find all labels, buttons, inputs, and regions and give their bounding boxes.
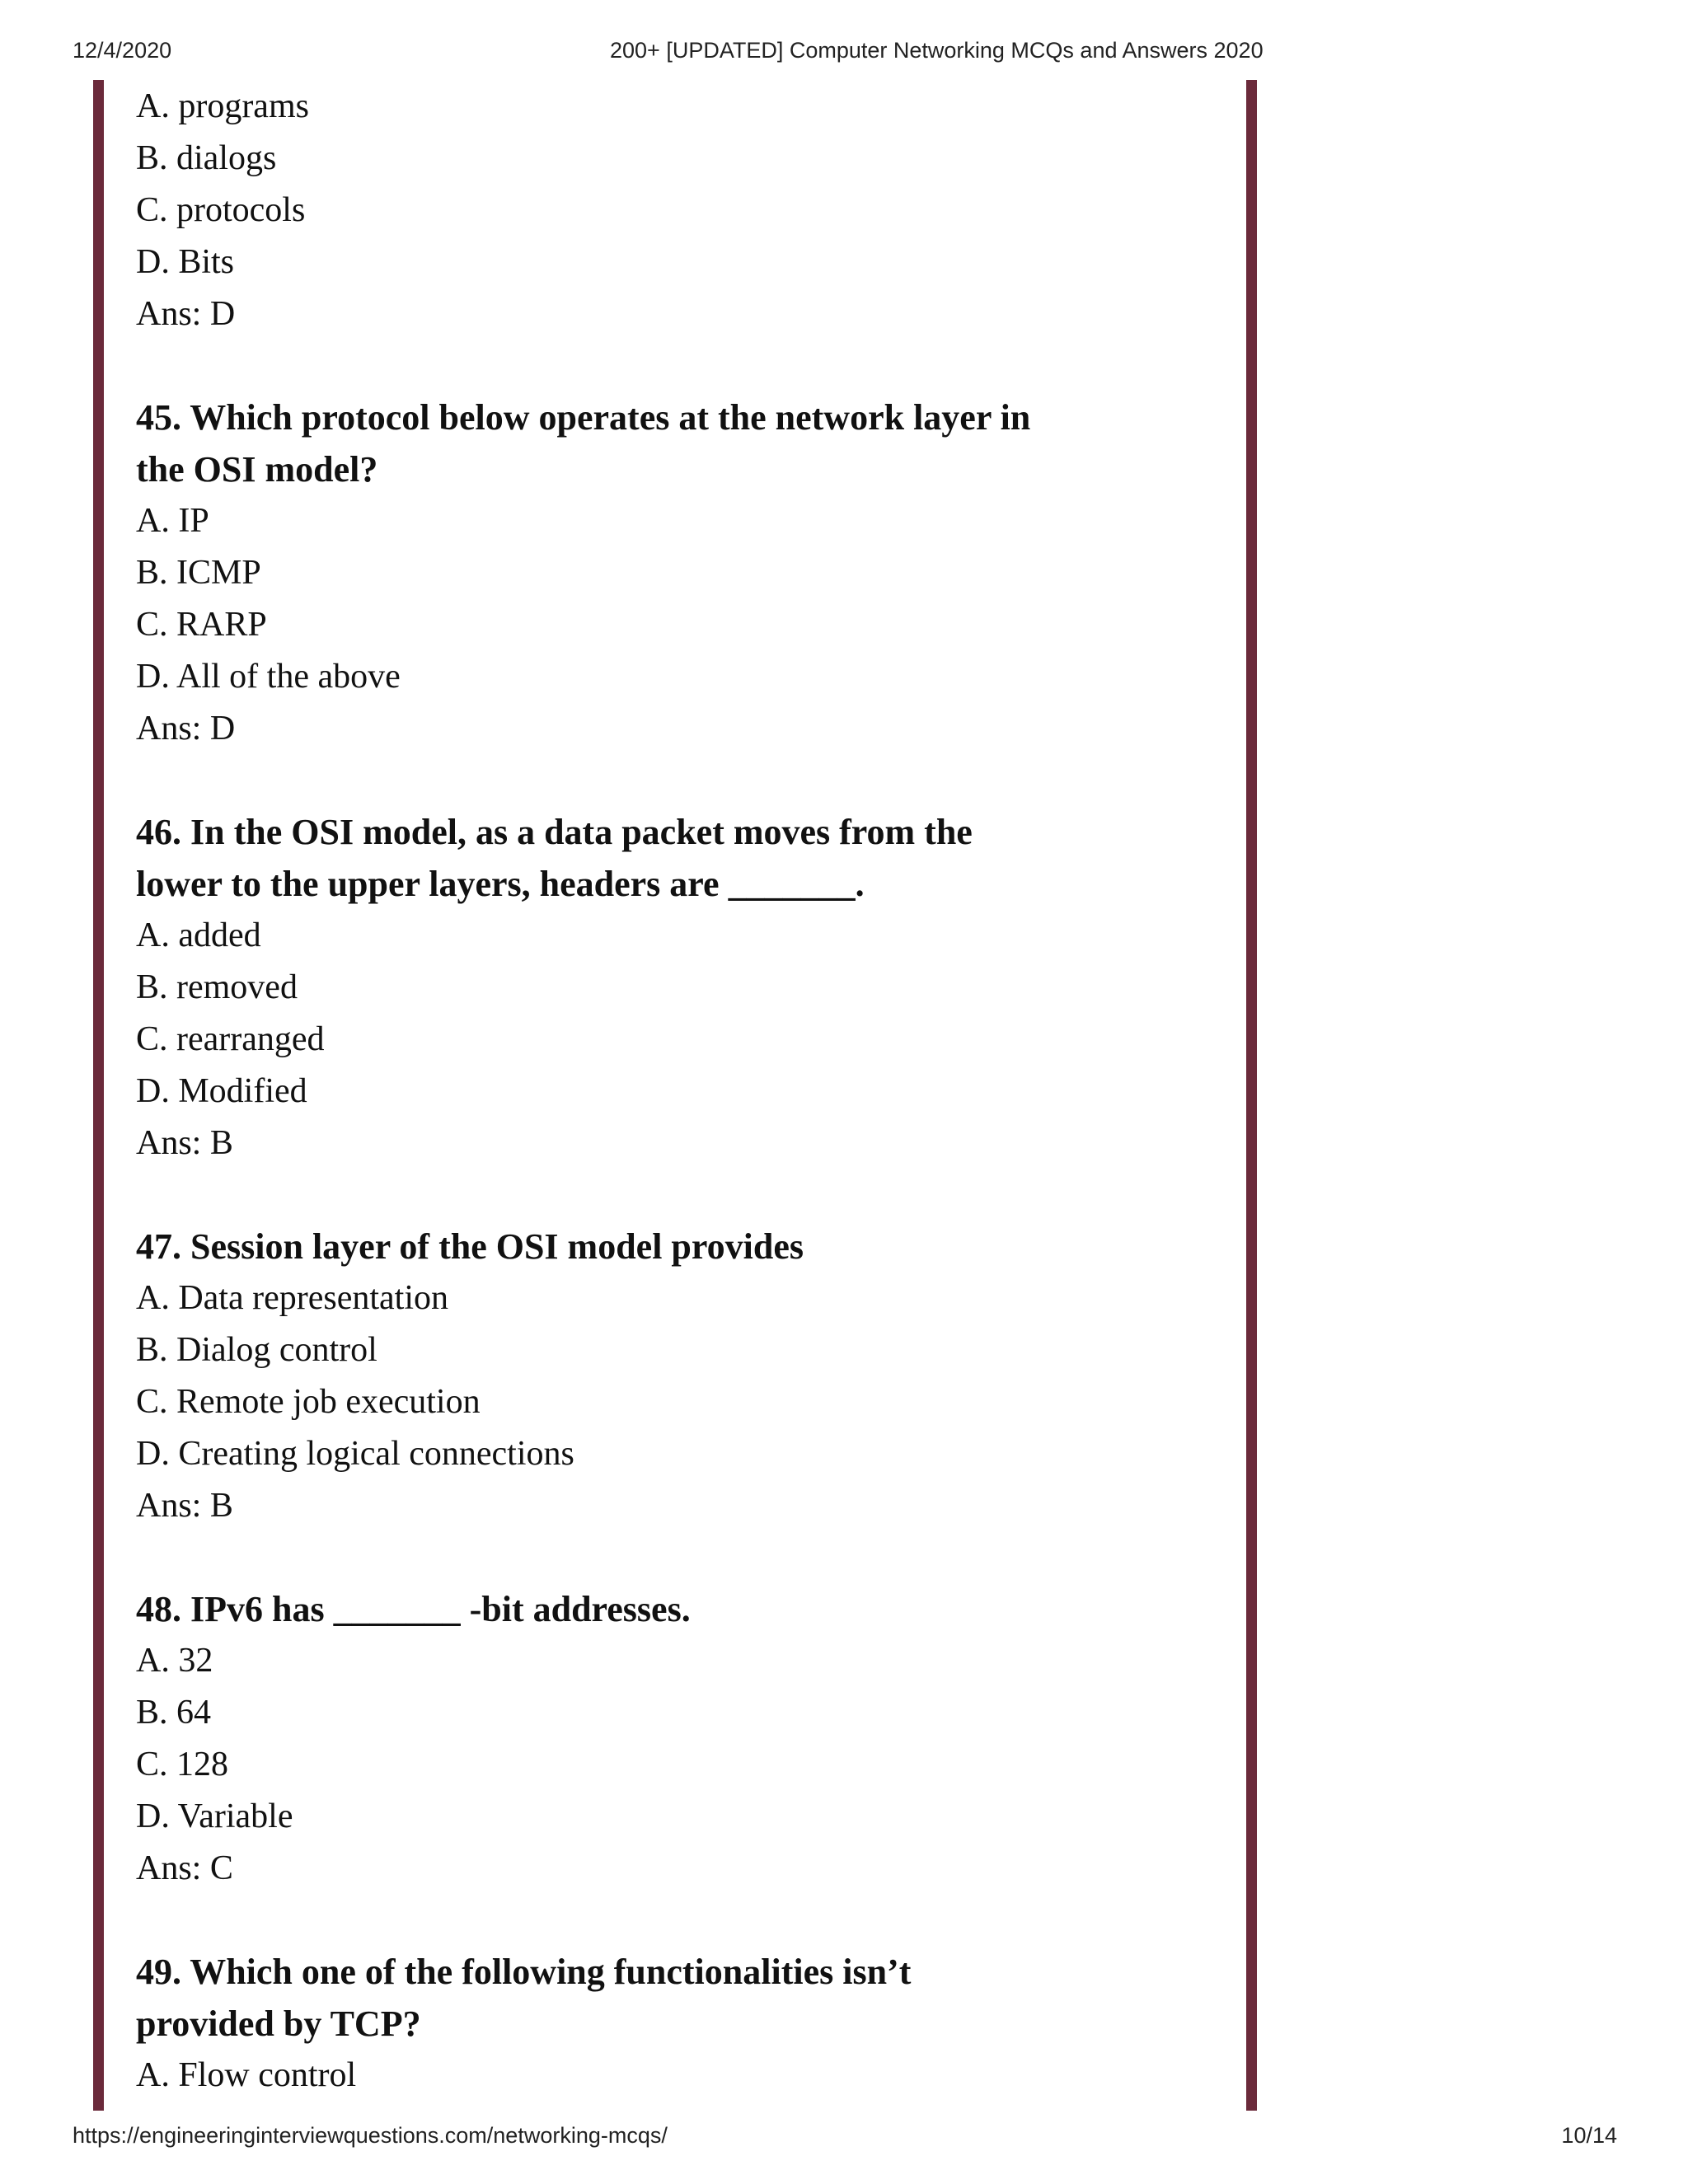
page-number: 10/14 xyxy=(1561,2123,1617,2148)
question-47-line-1: 47. Session layer of the OSI model provides xyxy=(136,1226,804,1267)
answer: Ans: D xyxy=(136,710,236,748)
print-date: 12/4/2020 xyxy=(73,38,172,63)
option-a: A. 32 xyxy=(136,1642,213,1680)
answer: Ans: B xyxy=(136,1124,233,1162)
option-d: D. Creating logical connections xyxy=(136,1435,574,1473)
option-d: D. Modified xyxy=(136,1072,307,1110)
option-c: C. Remote job execution xyxy=(136,1383,481,1421)
print-footer xyxy=(0,2123,1688,2156)
question-45-line-2: the OSI model? xyxy=(136,449,378,490)
option-d: D. Variable xyxy=(136,1797,293,1835)
option-a: A. Flow control xyxy=(136,2056,357,2094)
question-46-line-2: lower to the upper layers, headers are _______. xyxy=(136,864,865,904)
answer: Ans: C xyxy=(136,1849,233,1887)
mcq-content xyxy=(136,81,1232,2102)
option-c: C. rearranged xyxy=(136,1020,325,1058)
question-48-line-1: 48. IPv6 has _______ -bit addresses. xyxy=(136,1589,691,1629)
page-title: 200+ [UPDATED] Computer Networking MCQs and Answers 2020 xyxy=(610,38,1264,63)
question-49-line-1: 49. Which one of the following functionalities isn’t xyxy=(136,1952,912,1992)
option-a: A. IP xyxy=(136,502,209,540)
question-45-line-1: 45. Which protocol below operates at the network layer in xyxy=(136,397,1031,438)
option-c: C. protocols xyxy=(136,191,306,229)
option-b: B. removed xyxy=(136,968,298,1006)
option-d: D. Bits xyxy=(136,243,235,281)
option-d: D. All of the above xyxy=(136,658,401,696)
option-b: B. dialogs xyxy=(136,139,277,177)
option-a: A. added xyxy=(136,916,261,954)
option-b: B. Dialog control xyxy=(136,1331,377,1369)
question-49-line-2: provided by TCP? xyxy=(136,2004,421,2044)
page-url: https://engineeringinterviewquestions.com/networking-mcqs/ xyxy=(73,2123,668,2148)
question-46-line-1: 46. In the OSI model, as a data packet moves from the xyxy=(136,812,973,852)
left-border-bar xyxy=(93,80,104,2111)
option-c: C. RARP xyxy=(136,606,267,644)
option-b: B. 64 xyxy=(136,1694,212,1732)
option-a: A. programs xyxy=(136,87,309,125)
right-border-bar xyxy=(1246,80,1257,2111)
answer: Ans: B xyxy=(136,1487,233,1525)
option-a: A. Data representation xyxy=(136,1279,449,1317)
option-b: B. ICMP xyxy=(136,554,261,592)
answer: Ans: D xyxy=(136,295,236,333)
print-header xyxy=(0,38,1688,71)
option-c: C. 128 xyxy=(136,1746,229,1783)
